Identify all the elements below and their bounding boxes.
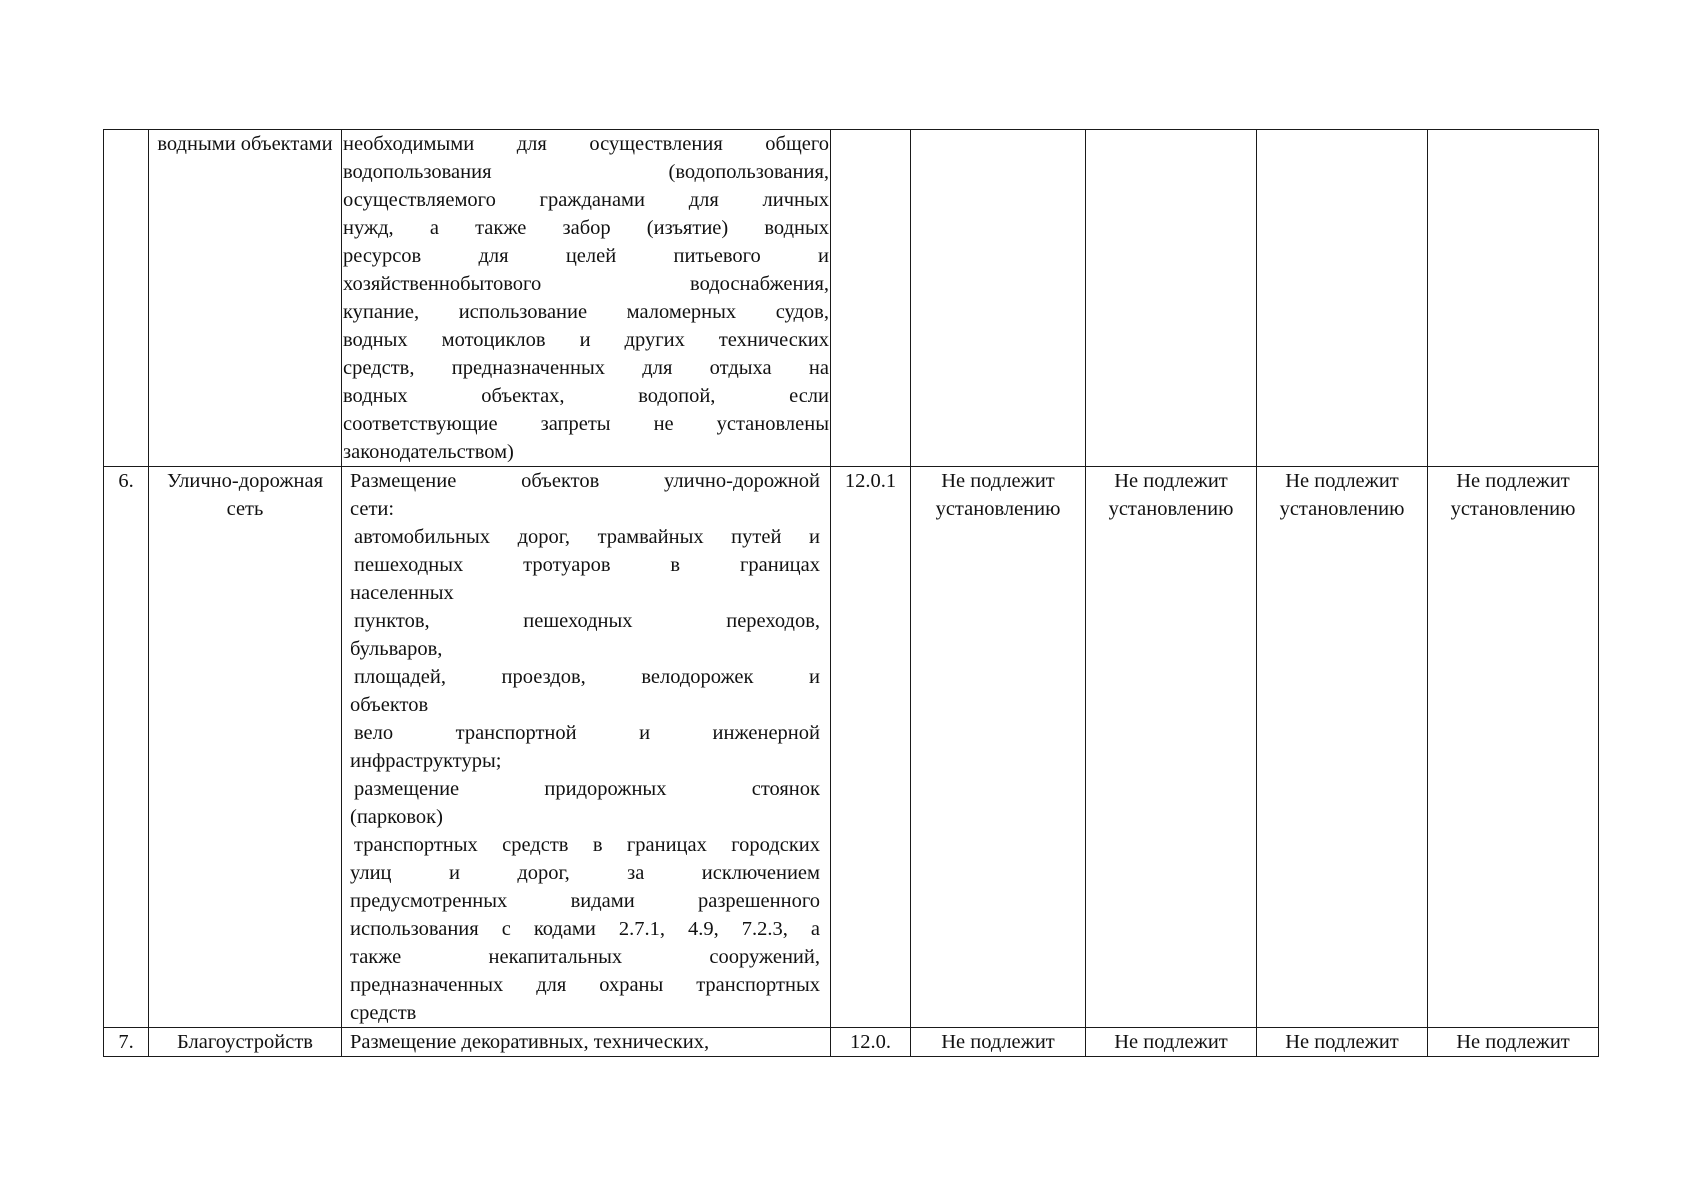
- description-line: осуществляемого гражданами для личных: [343, 189, 829, 211]
- description-line: пешеходных тротуаров в границах: [354, 554, 820, 576]
- description-line: Размещение объектов улично-дорожной: [350, 470, 820, 492]
- description-line: водных мотоциклов и других технических: [343, 329, 829, 351]
- table-row: [104, 130, 1599, 467]
- param-cell: Не подлежит установлению: [911, 467, 1086, 1028]
- use-type-name: Улично-дорожная сеть: [149, 467, 342, 1028]
- param-cell: Не подлежит установлению: [1257, 467, 1428, 1028]
- param-cell: [1086, 130, 1257, 467]
- description-line: хозяйственнобытового водоснабжения,: [343, 273, 829, 295]
- description-line: водопользования (водопользования,: [343, 161, 829, 183]
- description-line: также некапитальных сооружений,: [350, 946, 820, 968]
- row-number: 7.: [104, 1028, 149, 1057]
- param-cell: Не подлежит: [1086, 1028, 1257, 1057]
- description-line: автомобильных дорог, трамвайных путей и: [354, 526, 820, 548]
- description-line: сети:: [350, 498, 395, 520]
- description-line: размещение придорожных стоянок: [354, 778, 820, 800]
- description-line: площадей, проездов, велодорожек и: [354, 666, 820, 688]
- description-line: предназначенных для охраны транспортных: [350, 974, 820, 996]
- param-cell: [1428, 130, 1599, 467]
- use-type-name: водными объектами: [149, 130, 342, 467]
- description-line: купание, использование маломерных судов,: [343, 301, 829, 323]
- description-line: средств: [350, 1002, 417, 1024]
- use-description: Размещение декоративных, технических,: [342, 1028, 831, 1057]
- use-code: 12.0.: [831, 1028, 911, 1057]
- use-code: [831, 130, 911, 467]
- param-cell: Не подлежит: [1428, 1028, 1599, 1057]
- description-line: средств, предназначенных для отдыха на: [343, 357, 829, 379]
- use-code: 12.0.1: [831, 467, 911, 1028]
- row-number: 6.: [104, 467, 149, 1028]
- description-line: транспортных средств в границах городских: [354, 834, 820, 856]
- param-cell: Не подлежит установлению: [1086, 467, 1257, 1028]
- description-line: использования с кодами 2.7.1, 4.9, 7.2.3, а: [350, 918, 820, 940]
- param-cell: Не подлежит: [1257, 1028, 1428, 1057]
- description-line: пунктов, пешеходных переходов,: [354, 610, 820, 632]
- table-row: [104, 467, 1599, 1028]
- description-line: предусмотренных видами разрешенного: [350, 890, 820, 912]
- use-description: [342, 130, 831, 467]
- description-line: нужд, а также забор (изъятие) водных: [343, 217, 829, 239]
- land-use-table: [103, 129, 1599, 1057]
- use-description: [342, 467, 831, 1028]
- description-line: (парковок): [350, 806, 443, 828]
- description-line: населенных: [350, 582, 454, 604]
- table-row: [104, 1028, 1599, 1057]
- description-line: ресурсов для целей питьевого и: [343, 245, 829, 267]
- description-line: законодательством): [343, 441, 514, 463]
- row-number: [104, 130, 149, 467]
- description-line: бульваров,: [350, 638, 443, 660]
- param-cell: Не подлежит установлению: [1428, 467, 1599, 1028]
- param-cell: Не подлежит: [911, 1028, 1086, 1057]
- use-type-name: Благоустройств: [149, 1028, 342, 1057]
- description-line: водных объектах, водопой, если: [343, 385, 829, 407]
- description-line: вело транспортной и инженерной: [354, 722, 820, 744]
- description-line: объектов: [350, 694, 429, 716]
- param-cell: [1257, 130, 1428, 467]
- description-line: соответствующие запреты не установлены: [343, 413, 829, 435]
- param-cell: [911, 130, 1086, 467]
- description-line: инфраструктуры;: [350, 750, 502, 772]
- description-line: улиц и дорог, за исключением: [350, 862, 820, 884]
- description-line: необходимыми для осуществления общего: [343, 133, 829, 155]
